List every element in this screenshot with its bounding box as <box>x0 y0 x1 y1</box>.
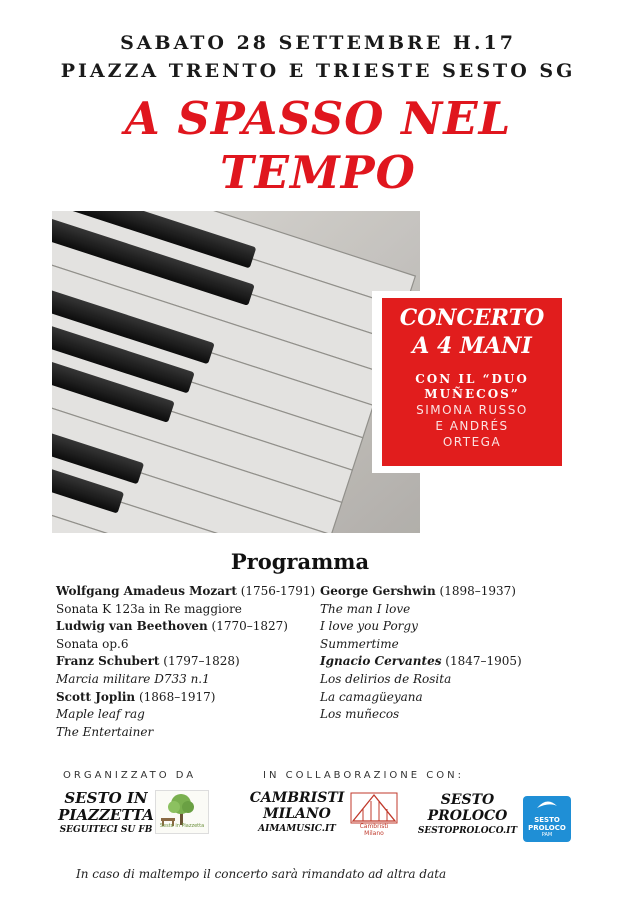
proloco-badge-line-1: SESTO <box>534 816 560 824</box>
cambristi-logo-image <box>349 791 399 837</box>
weather-note: In caso di maltempo il concerto sarà rimandato ad altra data <box>76 867 447 881</box>
sesto-piazzetta-line-1: SESTO IN <box>64 789 148 807</box>
concert-box <box>382 298 562 466</box>
performer-line-1: SIMONA RUSSO <box>416 403 528 417</box>
composer-dates: (1797–1828) <box>163 654 240 669</box>
performer-line-2: E ANDRÉS <box>435 419 509 433</box>
event-date: SABATO 28 SETTEMBRE H.17 <box>120 32 516 54</box>
sesto-piazzetta-logo <box>56 790 156 837</box>
organized-by-label: ORGANIZZATO DA <box>63 770 197 781</box>
sesto-piazzetta-line-3: SEGUITECI SU FB <box>59 825 153 835</box>
program-work: Sonata K 123a in Re maggiore <box>56 601 242 616</box>
concert-title-line-2: A 4 MANI <box>412 333 532 359</box>
programma-title: Programma <box>230 549 370 574</box>
composer-name: George Gershwin <box>320 584 436 598</box>
cambristi-line-3: AIMAMUSIC.IT <box>258 824 336 834</box>
title-line-2: TEMPO <box>220 146 416 199</box>
program-work: I love you Porgy <box>320 619 418 634</box>
proloco-badge-line-2: PROLOCO <box>528 824 566 832</box>
composer-dates: (1770–1827) <box>211 619 288 634</box>
program-work: Marcia militare D733 n.1 <box>56 671 210 686</box>
program-entry <box>56 583 315 601</box>
programma-left-column <box>56 583 315 741</box>
sesto-piazzetta-line-2: PIAZZETTA <box>58 806 154 824</box>
program-entry <box>320 653 522 671</box>
cambristi-line-2: MILANO <box>263 806 331 822</box>
cambristi-logo-text <box>246 790 348 837</box>
proloco-badge-line-3: PAM <box>541 832 553 838</box>
composer-name: Franz Schubert <box>56 654 160 669</box>
concert-with-line-1: CON IL “DUO <box>415 372 529 386</box>
program-work: The Entertainer <box>56 724 154 739</box>
program-entry <box>56 653 315 671</box>
event-place: PIAZZA TRENTO E TRIESTE SESTO SG <box>60 60 576 82</box>
bird-icon <box>523 796 571 812</box>
sesto-piazzetta-image <box>155 790 209 834</box>
program-entry <box>56 689 315 707</box>
proloco-line-1: SESTO <box>440 792 495 808</box>
composer-dates: (1847–1905) <box>445 654 522 669</box>
proloco-logo-badge <box>523 796 571 842</box>
program-entry <box>56 618 315 636</box>
piano-keys-image <box>52 211 420 533</box>
programma-right-column <box>320 583 522 724</box>
proloco-logo-text <box>410 792 525 839</box>
program-work: Maple leaf rag <box>56 707 145 722</box>
program-work: Summertime <box>320 636 399 651</box>
program-work: Sonata op.6 <box>56 636 129 651</box>
composer-name: Scott Joplin <box>56 689 136 704</box>
program-work: Los muñecos <box>320 707 400 722</box>
program-work: La camagüeyana <box>320 689 423 704</box>
concert-with-line-2: MUÑECOS” <box>424 387 520 401</box>
composer-name: Ignacio Cervantes <box>320 654 442 669</box>
cambristi-line-1: CAMBRISTI <box>249 790 345 806</box>
proloco-line-2: PROLOCO <box>427 808 508 824</box>
performer-line-3: ORTEGA <box>442 435 502 449</box>
composer-dates: (1756-1791) <box>240 584 316 598</box>
composer-dates: (1868–1917) <box>138 689 216 704</box>
concert-title-line-1: CONCERTO <box>399 305 545 331</box>
cambristi-logo-caption: Cambristi Milano <box>359 823 389 837</box>
composer-name: Ludwig van Beethoven <box>56 619 208 634</box>
sesto-piazzetta-image-caption: Sesto in Piazzetta <box>159 823 205 829</box>
composer-name: Wolfgang Amadeus Mozart <box>56 584 237 598</box>
program-entry <box>320 583 522 601</box>
program-work: Los delirios de Rosita <box>320 671 452 686</box>
proloco-line-3: SESTOPROLOCO.IT <box>417 826 518 836</box>
collaboration-label: IN COLLABORAZIONE CON: <box>263 770 464 781</box>
title-line-1: A SPASSO NEL <box>124 92 512 145</box>
program-work: The man I love <box>320 601 411 616</box>
composer-dates: (1898–1937) <box>439 584 516 598</box>
